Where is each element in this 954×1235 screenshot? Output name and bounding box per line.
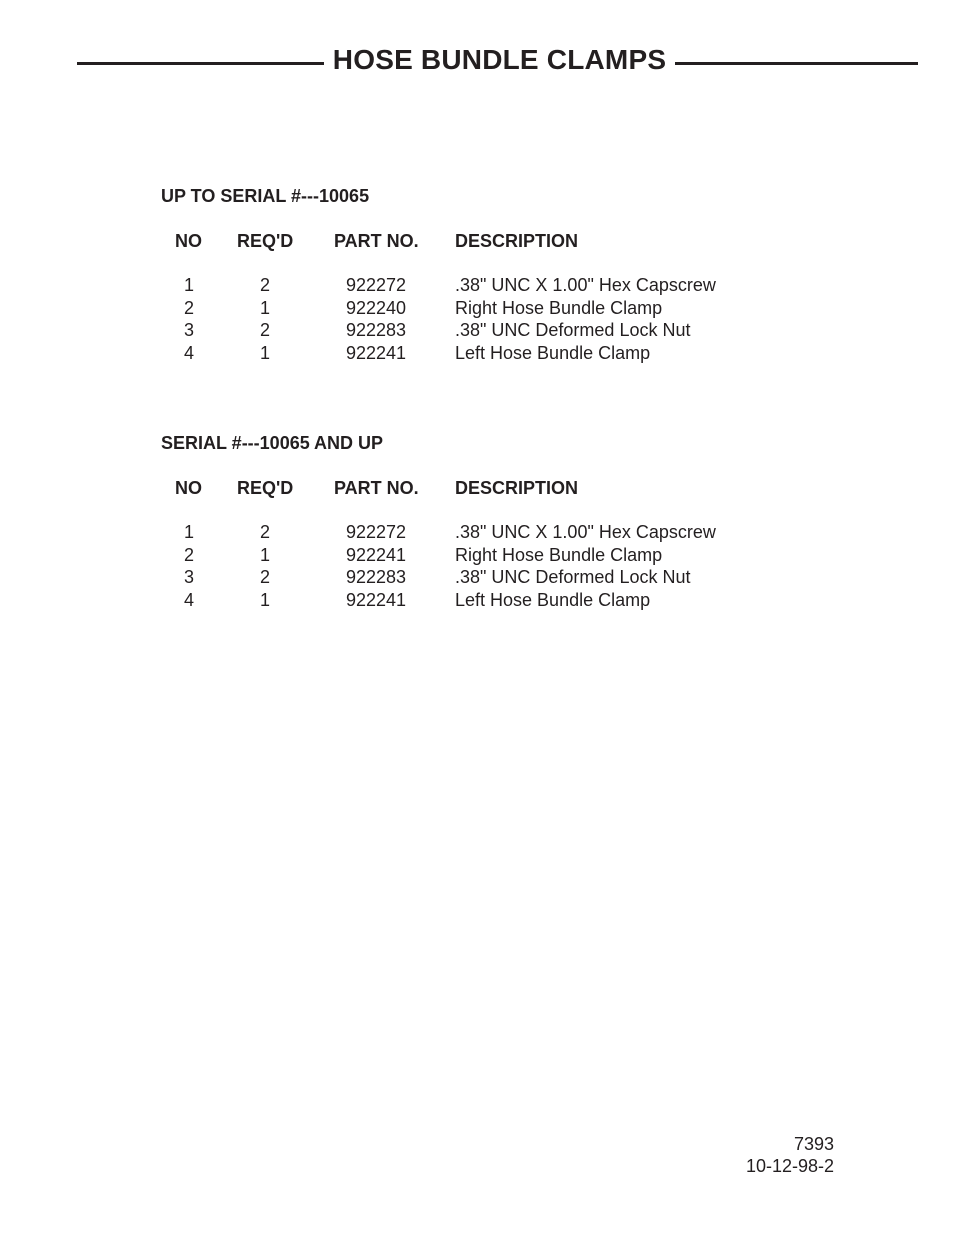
part-number: 922241: [346, 544, 407, 565]
column-header-description: DESCRIPTION: [455, 231, 579, 251]
quantity-required: 1: [259, 590, 270, 611]
page-footer: [746, 1133, 834, 1177]
part-number: 922283: [346, 320, 407, 341]
part-description: Right Hose Bundle Clamp: [455, 297, 663, 318]
part-number: 922283: [346, 567, 407, 588]
column-header-reqd: REQ'D: [237, 478, 294, 498]
part-description: .38" UNC Deformed Lock Nut: [455, 567, 691, 588]
item-number: 2: [183, 544, 194, 565]
part-description: .38" UNC X 1.00" Hex Capscrew: [455, 275, 716, 295]
title-rule-left: [77, 62, 324, 65]
column-header-part-no: PART NO.: [334, 478, 419, 498]
column-header-reqd: REQ'D: [237, 231, 294, 251]
item-number: 1: [183, 275, 194, 295]
table-row: [161, 567, 861, 590]
quantity-required: 1: [259, 343, 270, 364]
part-number: 922241: [346, 343, 407, 364]
part-description: Right Hose Bundle Clamp: [455, 544, 663, 565]
part-description: .38" UNC Deformed Lock Nut: [455, 320, 691, 341]
part-number: 922241: [346, 590, 407, 611]
section-heading: SERIAL #---10065 AND UP: [161, 433, 384, 453]
table-row: [161, 320, 861, 343]
item-number: 4: [183, 343, 194, 364]
part-number: 922272: [346, 275, 407, 295]
item-number: 2: [183, 297, 194, 318]
revision-code: 10-12-98-2: [745, 1156, 834, 1176]
column-header-no: NO: [175, 231, 202, 251]
part-description: .38" UNC X 1.00" Hex Capscrew: [455, 522, 716, 542]
quantity-required: 2: [259, 320, 270, 341]
quantity-required: 2: [259, 275, 270, 295]
item-number: 3: [183, 567, 194, 588]
table-row: [161, 275, 861, 298]
part-description: Left Hose Bundle Clamp: [455, 590, 651, 611]
section-heading: UP TO SERIAL #---10065: [161, 186, 370, 206]
part-description: Left Hose Bundle Clamp: [455, 343, 651, 364]
part-number: 922272: [346, 522, 407, 542]
part-number: 922240: [346, 297, 407, 318]
quantity-required: 1: [259, 297, 270, 318]
table-row: [161, 343, 861, 366]
table-row: [161, 545, 861, 568]
item-number: 1: [183, 522, 194, 542]
item-number: 4: [183, 590, 194, 611]
document-number: 7393: [793, 1134, 834, 1154]
table-row: [161, 590, 861, 613]
quantity-required: 1: [259, 544, 270, 565]
page-title-row: [0, 40, 954, 88]
item-number: 3: [183, 320, 194, 341]
parts-list: [161, 522, 861, 613]
page-title: HOSE BUNDLE CLAMPS: [332, 44, 667, 75]
quantity-required: 2: [259, 522, 270, 542]
table-row: [161, 522, 861, 545]
column-header-description: DESCRIPTION: [455, 478, 579, 498]
title-rule-right: [675, 62, 918, 65]
column-header-part-no: PART NO.: [334, 231, 419, 251]
table-row: [161, 298, 861, 321]
column-header-no: NO: [175, 478, 202, 498]
quantity-required: 2: [259, 567, 270, 588]
parts-list: [161, 275, 861, 366]
